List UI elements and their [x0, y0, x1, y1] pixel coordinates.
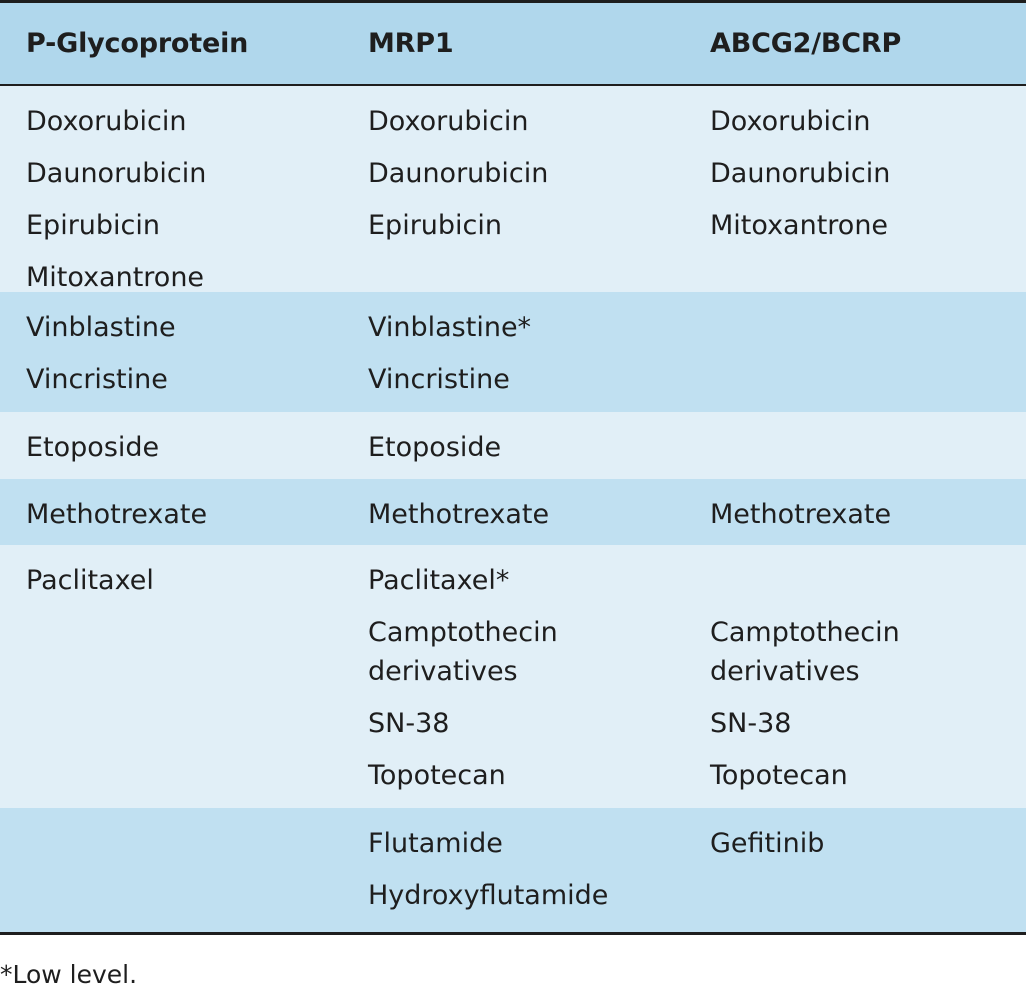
drug-name: Daunorubicin	[710, 158, 891, 189]
table-cell	[0, 489, 342, 545]
drug-name: Doxorubicin	[26, 106, 187, 137]
drug-name: Gefitinib	[710, 828, 825, 859]
table-cell	[684, 489, 1026, 545]
header-mrp1: MRP1	[368, 28, 454, 59]
drug-name: Camptothecin derivatives	[368, 617, 558, 687]
drug-name: Daunorubicin	[368, 158, 549, 189]
drug-name: Mitoxantrone	[710, 210, 889, 241]
drug-name: Flutamide	[368, 828, 503, 859]
table-row	[0, 808, 1026, 932]
drug-name: Methotrexate	[368, 499, 550, 530]
header-abcg2-bcrp: ABCG2/BCRP	[710, 28, 902, 59]
drug-name: Doxorubicin	[710, 106, 871, 137]
table-cell	[0, 96, 342, 292]
table-cell	[342, 302, 684, 412]
table-cell	[684, 96, 1026, 292]
table-cell	[342, 555, 684, 808]
drug-name: Etoposide	[368, 432, 502, 463]
drug-name: Vinblastine*	[368, 312, 532, 343]
table-cell	[684, 422, 1026, 479]
drug-name: Epirubicin	[368, 210, 503, 241]
drug-name: Paclitaxel*	[368, 565, 510, 596]
table-cell	[0, 422, 342, 479]
drug-name: Vinblastine	[26, 312, 176, 343]
table-row	[0, 292, 1026, 412]
drug-name: Camptothecin derivatives	[710, 617, 900, 687]
drug-name: Daunorubicin	[26, 158, 207, 189]
table-cell	[342, 422, 684, 479]
drug-name: Topotecan	[368, 760, 506, 791]
table-row	[0, 86, 1026, 292]
table-row	[0, 412, 1026, 479]
drug-name: Hydroxyflutamide	[368, 880, 609, 911]
table-row	[0, 545, 1026, 808]
footnote: *Low level.	[0, 960, 138, 989]
table-bottom-rule	[0, 932, 1026, 935]
table-header-row	[0, 3, 1026, 86]
drug-name: Vincristine	[26, 364, 168, 395]
drug-name: Vincristine	[368, 364, 510, 395]
table-cell	[0, 555, 342, 808]
table-body	[0, 86, 1026, 932]
drug-name: Methotrexate	[26, 499, 208, 530]
drug-name: Topotecan	[710, 760, 848, 791]
table-cell	[342, 489, 684, 545]
drug-name: SN-38	[368, 708, 450, 739]
drug-name	[710, 555, 1026, 607]
drug-name: Epirubicin	[26, 210, 161, 241]
table-cell	[342, 96, 684, 292]
header-p-glycoprotein: P-Glycoprotein	[26, 28, 249, 59]
drug-name: Paclitaxel	[26, 565, 154, 596]
table-cell	[684, 818, 1026, 932]
drug-name: Doxorubicin	[368, 106, 529, 137]
table-cell	[684, 555, 1026, 808]
table-cell	[0, 818, 342, 932]
table-cell	[342, 818, 684, 932]
drug-name: SN-38	[710, 708, 792, 739]
table-cell	[684, 302, 1026, 412]
drug-name: Mitoxantrone	[26, 262, 205, 293]
drug-name: Methotrexate	[710, 499, 892, 530]
table-row	[0, 479, 1026, 545]
table-cell	[0, 302, 342, 412]
drug-name: Etoposide	[26, 432, 160, 463]
